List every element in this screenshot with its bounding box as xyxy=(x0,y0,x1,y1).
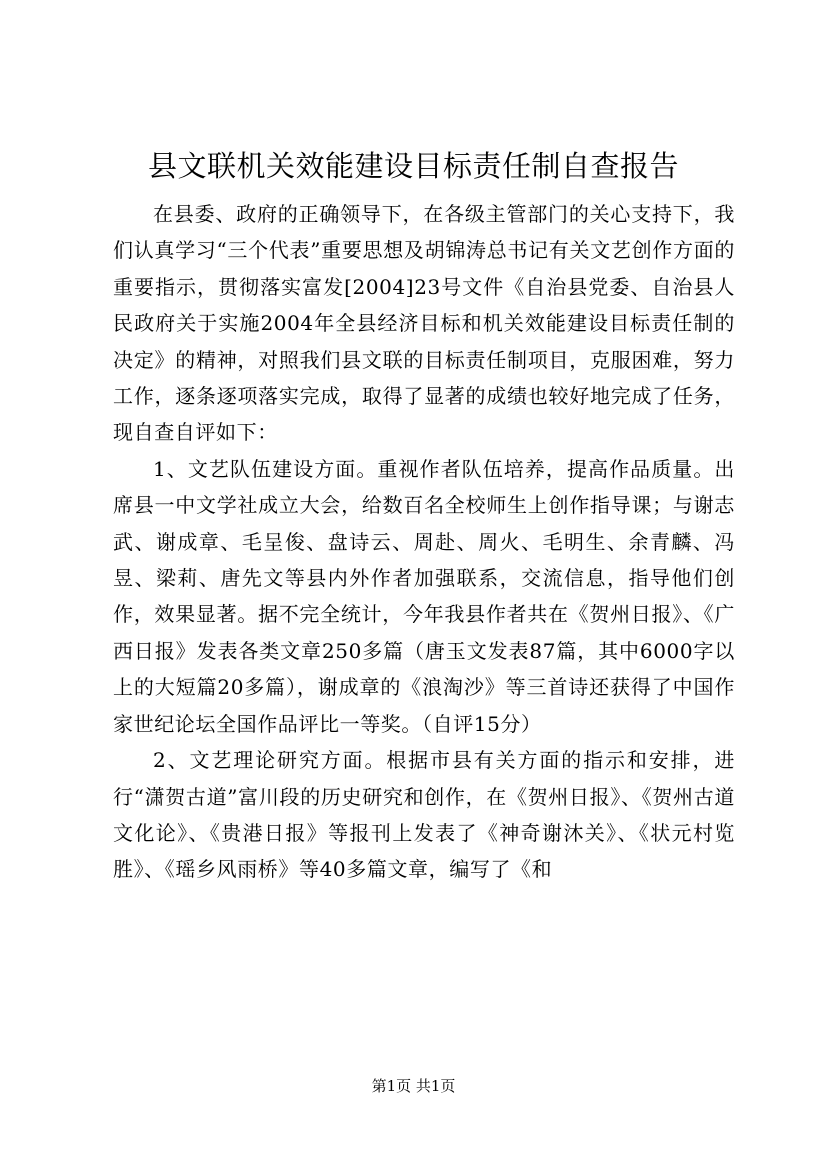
paragraph-section-1: 1、文艺队伍建设方面。重视作者队伍培养，提高作品质量。出席县一中文学社成立大会，给数百名全校师生上创作指导课；与谢志武、谢成章、毛呈俊、盘诗云、周赴、周火、毛明生、余青麟、冯昱、梁莉、唐先文等县内外作者加强联系，交流信息，指导他们创作，效果显著。据不完全统计，今年我县作者共在《贺州日报》、《广西日报》发表各类文章250多篇（唐玉文发表87篇，其中6000字以上的大短篇20多篇），谢成章的《浪淘沙》等三首诗还获得了中国作家世纪论坛全国作品评比一等奖。（自评15分） xyxy=(113,456,735,736)
paragraph-intro: 在县委、政府的正确领导下，在各级主管部门的关心支持下，我们认真学习“三个代表”重要思想及胡锦涛总书记有关文艺创作方面的重要指示，贯彻落实富发[2004]23号文件《自治县党委、自治县人民政府关于实施2004年全县经济目标和机关效能建设目标责任制的决定》的精神，对照我们县文联的目标责任制项目，克服困难，努力工作，逐条逐项落实完成，取得了显著的成绩也较好地完成了任务，现自查自评如下： xyxy=(113,202,735,445)
document-title: 县文联机关效能建设目标责任制自查报告 xyxy=(147,149,679,183)
paragraph-section-2: 2、文艺理论研究方面。根据市县有关方面的指示和安排，进行“潇贺古道”富川段的历史研究和创作，在《贺州日报》、《贺州古道文化论》、《贵港日报》等报刊上发表了《神奇谢沐关》、《状元村览胜》、《瑶乡风雨桥》等40多篇文章，编写了《和 xyxy=(113,748,735,882)
page-number-footer: 第1页 共1页 xyxy=(371,1077,456,1095)
document-body xyxy=(113,196,735,888)
